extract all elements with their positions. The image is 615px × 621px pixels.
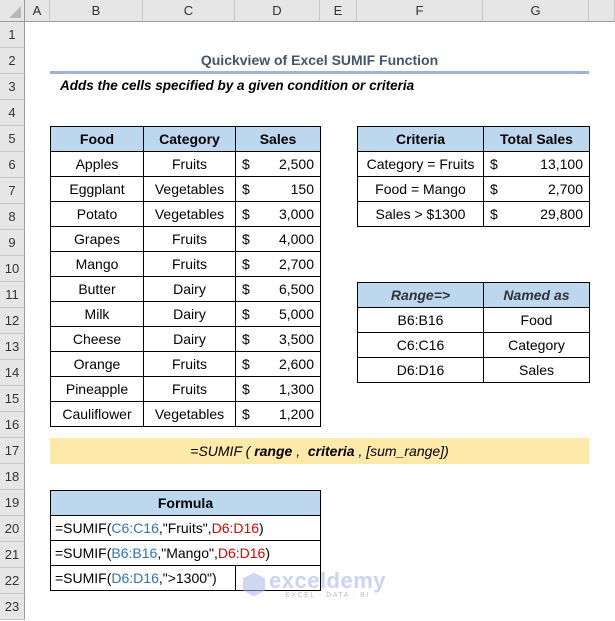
row-header-12[interactable]: 12 bbox=[0, 308, 25, 334]
sales-cell[interactable] bbox=[236, 302, 321, 327]
header-sales[interactable]: Sales bbox=[236, 127, 321, 152]
food-cell[interactable]: Mango bbox=[51, 252, 144, 277]
formula-text: ) bbox=[259, 520, 264, 536]
column-header-d[interactable]: D bbox=[235, 0, 320, 22]
header-food[interactable]: Food bbox=[51, 127, 144, 152]
select-all-triangle-icon bbox=[9, 6, 21, 18]
header-named-as[interactable]: Named as bbox=[484, 283, 590, 308]
food-cell[interactable]: Cauliflower bbox=[51, 402, 144, 427]
sales-cell[interactable] bbox=[236, 352, 321, 377]
formula-text: ) bbox=[265, 545, 270, 561]
amount: 1,300 bbox=[278, 381, 314, 397]
table-row bbox=[358, 333, 590, 358]
amount: 2,700 bbox=[547, 181, 583, 197]
currency-symbol: $ bbox=[242, 356, 250, 372]
column-header-g[interactable]: G bbox=[483, 0, 589, 22]
row-header-3[interactable]: 3 bbox=[0, 74, 25, 100]
syntax-arg-sum-range: [sum_range]) bbox=[366, 443, 449, 459]
range-cell[interactable]: B6:B16 bbox=[358, 308, 484, 333]
watermark-brand: exceldemy bbox=[269, 568, 387, 593]
amount: 6,500 bbox=[278, 281, 314, 297]
row-header-21[interactable]: 21 bbox=[0, 542, 25, 568]
table-row bbox=[51, 541, 321, 566]
named-as-cell[interactable]: Category bbox=[484, 333, 590, 358]
formula-text: ,"Mango", bbox=[157, 545, 218, 561]
food-cell[interactable]: Pineapple bbox=[51, 377, 144, 402]
sales-cell[interactable] bbox=[236, 227, 321, 252]
total-sales-cell[interactable] bbox=[484, 202, 590, 227]
sales-cell[interactable] bbox=[236, 177, 321, 202]
amount: 3,000 bbox=[278, 206, 314, 222]
table-row bbox=[51, 377, 321, 402]
formula-cell[interactable] bbox=[51, 516, 321, 541]
currency-symbol: $ bbox=[242, 306, 250, 322]
table-row bbox=[358, 177, 590, 202]
row-header-6[interactable]: 6 bbox=[0, 152, 25, 178]
header-criteria[interactable]: Criteria bbox=[358, 127, 484, 152]
syntax-sep: , bbox=[354, 443, 367, 459]
category-cell[interactable]: Dairy bbox=[144, 327, 236, 352]
category-cell[interactable]: Dairy bbox=[144, 277, 236, 302]
sumif-syntax[interactable] bbox=[50, 438, 589, 464]
category-cell[interactable]: Fruits bbox=[144, 152, 236, 177]
amount: 2,500 bbox=[278, 156, 314, 172]
range-cell[interactable]: C6:C16 bbox=[358, 333, 484, 358]
select-all-button[interactable] bbox=[0, 0, 25, 22]
row-header-2[interactable]: 2 bbox=[0, 48, 25, 74]
formula-text: =SUMIF( bbox=[55, 570, 112, 586]
formula-text: =SUMIF( bbox=[55, 545, 112, 561]
row-header-9[interactable]: 9 bbox=[0, 230, 25, 256]
formula-text: ,">1300") bbox=[158, 570, 217, 586]
table-row bbox=[51, 177, 321, 202]
row-header-20[interactable]: 20 bbox=[0, 516, 25, 542]
column-header-f[interactable]: F bbox=[357, 0, 483, 22]
row-header-23[interactable]: 23 bbox=[0, 594, 25, 620]
currency-symbol: $ bbox=[242, 231, 250, 247]
amount: 2,600 bbox=[278, 356, 314, 372]
row-header-10[interactable]: 10 bbox=[0, 256, 25, 282]
currency-symbol: $ bbox=[490, 156, 498, 172]
table-row bbox=[51, 327, 321, 352]
row-header-1[interactable]: 1 bbox=[0, 22, 25, 48]
named-as-cell[interactable]: Food bbox=[484, 308, 590, 333]
amount: 29,800 bbox=[540, 206, 583, 222]
row-header-17[interactable]: 17 bbox=[0, 438, 25, 464]
row-header-22[interactable]: 22 bbox=[0, 568, 25, 594]
column-header-b[interactable]: B bbox=[50, 0, 143, 22]
row-header-14[interactable]: 14 bbox=[0, 360, 25, 386]
sales-cell[interactable] bbox=[236, 377, 321, 402]
amount: 2,700 bbox=[278, 256, 314, 272]
sales-cell[interactable] bbox=[236, 252, 321, 277]
currency-symbol: $ bbox=[242, 406, 250, 422]
category-cell[interactable]: Fruits bbox=[144, 352, 236, 377]
currency-symbol: $ bbox=[242, 206, 250, 222]
range-cell[interactable]: D6:D16 bbox=[358, 358, 484, 383]
row-header-15[interactable]: 15 bbox=[0, 386, 25, 412]
food-cell[interactable]: Milk bbox=[51, 302, 144, 327]
cell-reference: D6:D16 bbox=[211, 520, 260, 536]
criteria-table bbox=[357, 126, 590, 227]
table-row bbox=[358, 202, 590, 227]
table-row bbox=[51, 402, 321, 427]
food-sales-table bbox=[50, 126, 321, 427]
exceldemy-watermark bbox=[243, 570, 386, 599]
column-header-e[interactable]: E bbox=[320, 0, 357, 22]
table-row bbox=[51, 277, 321, 302]
row-header-13[interactable]: 13 bbox=[0, 334, 25, 360]
header-total-sales[interactable]: Total Sales bbox=[484, 127, 590, 152]
header-range[interactable]: Range=> bbox=[358, 283, 484, 308]
row-header-11[interactable]: 11 bbox=[0, 282, 25, 308]
formula-text: ,"Fruits", bbox=[158, 520, 212, 536]
category-cell[interactable]: Fruits bbox=[144, 377, 236, 402]
sales-cell[interactable] bbox=[236, 202, 321, 227]
currency-symbol: $ bbox=[490, 181, 498, 197]
syntax-arg-range: range bbox=[254, 443, 293, 459]
amount: 4,000 bbox=[278, 231, 314, 247]
sales-cell[interactable] bbox=[236, 152, 321, 177]
row-header-8[interactable]: 8 bbox=[0, 204, 25, 230]
header-category[interactable]: Category bbox=[144, 127, 236, 152]
currency-symbol: $ bbox=[490, 206, 498, 222]
category-cell[interactable]: Vegetables bbox=[144, 177, 236, 202]
amount: 13,100 bbox=[540, 156, 583, 172]
category-cell[interactable]: Fruits bbox=[144, 227, 236, 252]
currency-symbol: $ bbox=[242, 331, 250, 347]
food-cell[interactable]: Potato bbox=[51, 202, 144, 227]
table-row bbox=[51, 227, 321, 252]
syntax-sep: , bbox=[292, 443, 308, 459]
sales-cell[interactable] bbox=[236, 277, 321, 302]
row-header-7[interactable]: 7 bbox=[0, 178, 25, 204]
table-row bbox=[51, 252, 321, 277]
cell-reference: B6:B16 bbox=[111, 545, 158, 561]
column-header-a[interactable]: A bbox=[25, 0, 50, 22]
sales-cell[interactable] bbox=[236, 327, 321, 352]
column-header-next[interactable] bbox=[589, 0, 615, 22]
currency-symbol: $ bbox=[242, 181, 250, 197]
row-header-18[interactable]: 18 bbox=[0, 464, 25, 490]
food-cell[interactable]: Cheese bbox=[51, 327, 144, 352]
table-row bbox=[51, 516, 321, 541]
sheet-title[interactable]: Quickview of Excel SUMIF Function bbox=[50, 48, 589, 74]
amount: 5,000 bbox=[278, 306, 314, 322]
total-sales-cell[interactable] bbox=[484, 177, 590, 202]
sales-cell[interactable] bbox=[236, 402, 321, 427]
named-range-table bbox=[357, 282, 590, 383]
row-header-19[interactable]: 19 bbox=[0, 490, 25, 516]
table-row bbox=[358, 308, 590, 333]
currency-symbol: $ bbox=[242, 256, 250, 272]
food-cell[interactable]: Butter bbox=[51, 277, 144, 302]
category-cell[interactable]: Dairy bbox=[144, 302, 236, 327]
syntax-arg-criteria: criteria bbox=[307, 443, 355, 459]
column-header-c[interactable]: C bbox=[143, 0, 235, 22]
cell-reference: D6:D16 bbox=[217, 545, 266, 561]
exceldemy-logo-icon bbox=[243, 573, 265, 597]
criteria-cell[interactable]: Sales > $1300 bbox=[358, 202, 484, 227]
row-header-5[interactable]: 5 bbox=[0, 126, 25, 152]
category-cell[interactable]: Fruits bbox=[144, 252, 236, 277]
total-sales-cell[interactable] bbox=[484, 152, 590, 177]
category-cell[interactable]: Vegetables bbox=[144, 202, 236, 227]
food-cell[interactable]: Orange bbox=[51, 352, 144, 377]
amount: 3,500 bbox=[278, 331, 314, 347]
formula-cell[interactable] bbox=[51, 541, 321, 566]
food-cell[interactable]: Grapes bbox=[51, 227, 144, 252]
category-cell[interactable]: Vegetables bbox=[144, 402, 236, 427]
table-row bbox=[51, 302, 321, 327]
formula-cell[interactable] bbox=[51, 566, 236, 591]
food-cell[interactable]: Eggplant bbox=[51, 177, 144, 202]
criteria-cell[interactable]: Category = Fruits bbox=[358, 152, 484, 177]
named-as-cell[interactable]: Sales bbox=[484, 358, 590, 383]
amount: 1,200 bbox=[278, 406, 314, 422]
criteria-cell[interactable]: Food = Mango bbox=[358, 177, 484, 202]
currency-symbol: $ bbox=[242, 156, 250, 172]
table-row bbox=[51, 202, 321, 227]
table-row bbox=[51, 352, 321, 377]
watermark-tagline: EXCEL · DATA · BI bbox=[285, 592, 370, 599]
row-header-4[interactable]: 4 bbox=[0, 100, 25, 126]
syntax-prefix: =SUMIF ( bbox=[190, 443, 255, 459]
formula-text: =SUMIF( bbox=[55, 520, 112, 536]
amount: 150 bbox=[290, 181, 314, 197]
cell-reference: C6:C16 bbox=[111, 520, 159, 536]
table-row bbox=[358, 152, 590, 177]
currency-symbol: $ bbox=[242, 381, 250, 397]
row-header-16[interactable]: 16 bbox=[0, 412, 25, 438]
cell-reference: D6:D16 bbox=[111, 570, 159, 586]
sheet-subtitle[interactable]: Adds the cells specified by a given condition or criteria bbox=[60, 78, 415, 93]
header-formula[interactable]: Formula bbox=[51, 491, 321, 516]
table-row bbox=[51, 152, 321, 177]
table-row bbox=[358, 358, 590, 383]
food-cell[interactable]: Apples bbox=[51, 152, 144, 177]
currency-symbol: $ bbox=[242, 281, 250, 297]
